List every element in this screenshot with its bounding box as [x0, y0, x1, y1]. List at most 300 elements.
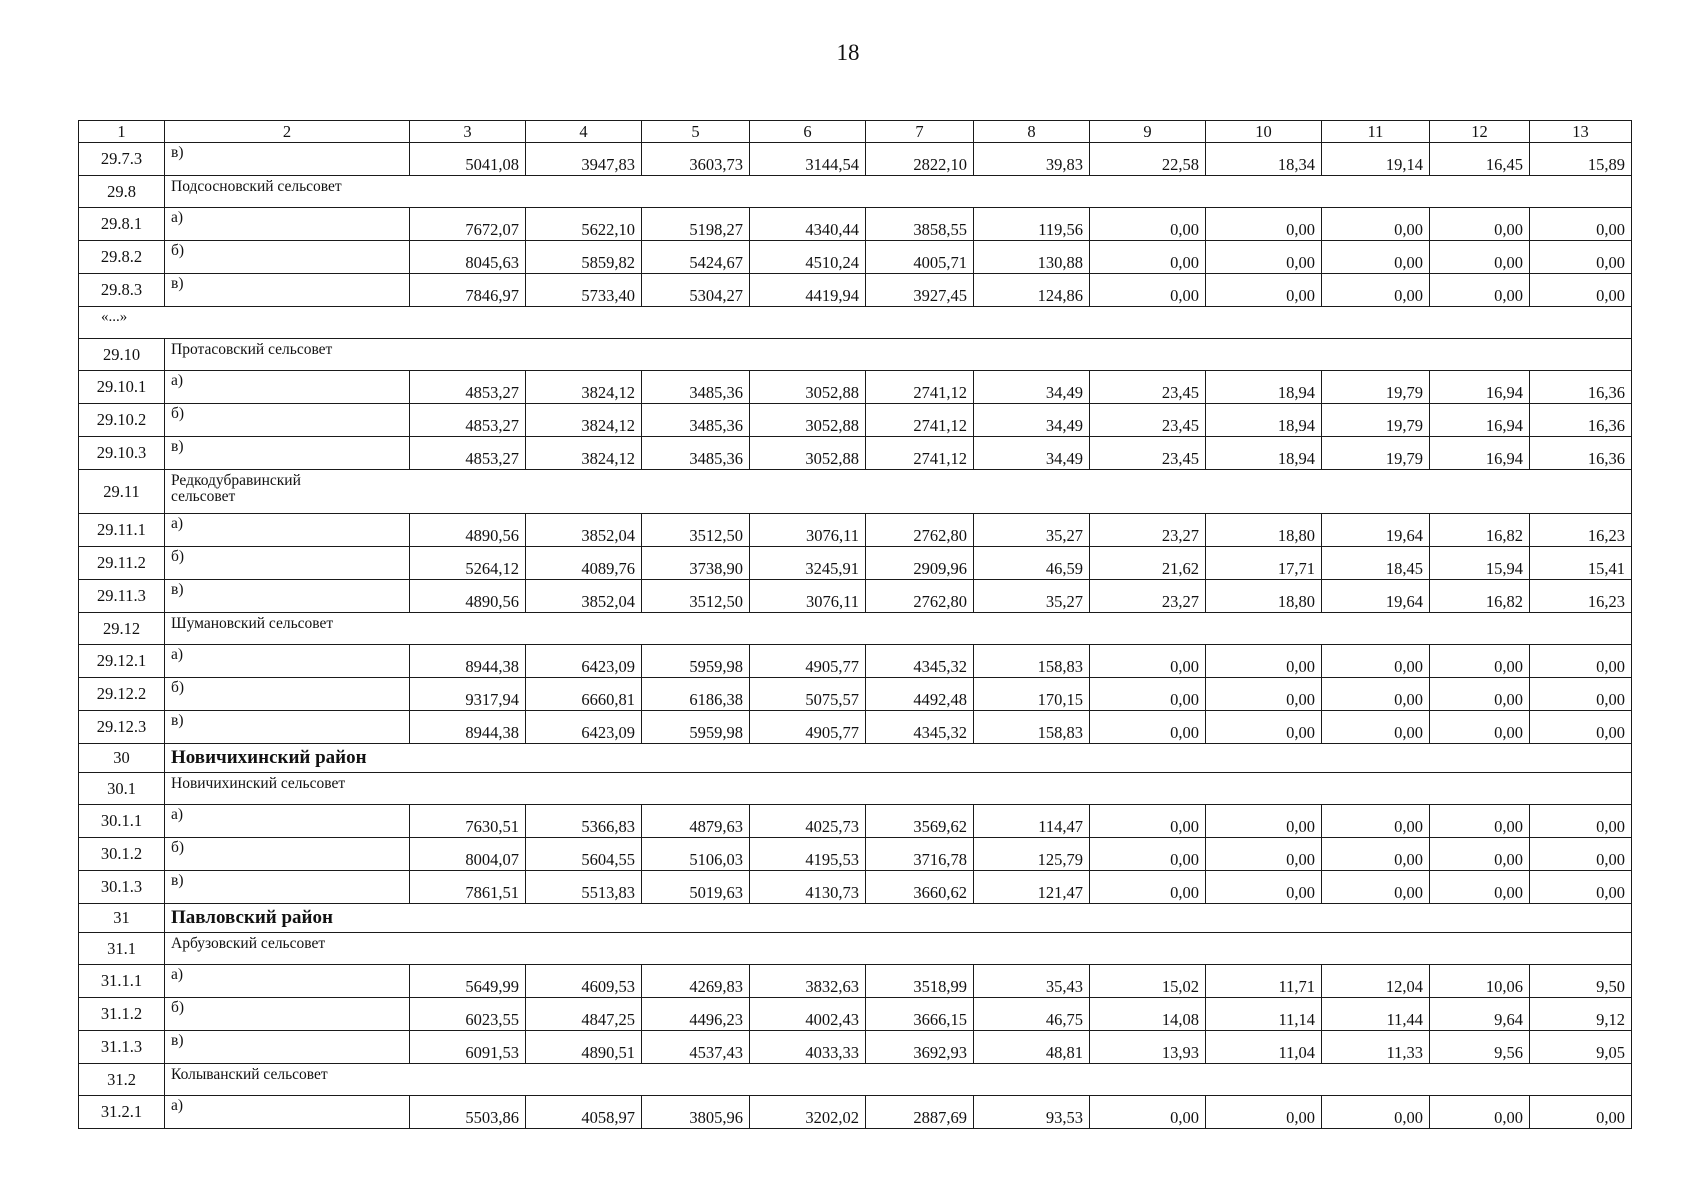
value-cell: 4879,63 — [642, 805, 750, 838]
section-title — [165, 470, 1632, 514]
table-row — [79, 871, 1632, 904]
value-cell: 0,00 — [1430, 678, 1530, 711]
value-cell: 4492,48 — [866, 678, 974, 711]
value-cell: 3052,88 — [750, 404, 866, 437]
value-cell: 3245,91 — [750, 547, 866, 580]
column-header: 5 — [642, 121, 750, 143]
row-code: 31.1.3 — [79, 1031, 165, 1064]
value-cell: 4340,44 — [750, 208, 866, 241]
row-code: 29.10.1 — [79, 371, 165, 404]
column-header: 11 — [1322, 121, 1430, 143]
section-title-line: сельсовет — [171, 488, 236, 506]
column-header: 12 — [1430, 121, 1530, 143]
value-cell: 5513,83 — [526, 871, 642, 904]
value-cell: 3518,99 — [866, 965, 974, 998]
value-cell: 0,00 — [1206, 645, 1322, 678]
table-row — [79, 838, 1632, 871]
row-label: в) — [165, 437, 410, 470]
value-cell: 0,00 — [1090, 805, 1206, 838]
value-cell: 22,58 — [1090, 143, 1206, 176]
table-row — [79, 1096, 1632, 1129]
value-cell: 0,00 — [1530, 1096, 1632, 1129]
value-cell: 0,00 — [1322, 645, 1430, 678]
value-cell: 0,00 — [1206, 838, 1322, 871]
column-header: 7 — [866, 121, 974, 143]
value-cell: 11,71 — [1206, 965, 1322, 998]
value-cell: 21,62 — [1090, 547, 1206, 580]
value-cell: 0,00 — [1206, 241, 1322, 274]
value-cell: 3052,88 — [750, 437, 866, 470]
value-cell: 0,00 — [1322, 678, 1430, 711]
value-cell: 3076,11 — [750, 580, 866, 613]
district-code: 30 — [79, 744, 165, 773]
tariff-table — [78, 120, 1632, 1129]
row-code: 29.10.2 — [79, 404, 165, 437]
value-cell: 3202,02 — [750, 1096, 866, 1129]
row-label: в) — [165, 711, 410, 744]
value-cell: 8944,38 — [410, 645, 526, 678]
value-cell: 23,27 — [1090, 514, 1206, 547]
value-cell: 3512,50 — [642, 514, 750, 547]
section-title-line: Редкодубравинский — [171, 472, 301, 489]
value-cell: 4419,94 — [750, 274, 866, 307]
table-row — [79, 965, 1632, 998]
value-cell: 15,89 — [1530, 143, 1632, 176]
value-cell: 3716,78 — [866, 838, 974, 871]
value-cell: 18,80 — [1206, 580, 1322, 613]
omission-mark: «...» — [79, 307, 1632, 339]
value-cell: 4269,83 — [642, 965, 750, 998]
table-row — [79, 580, 1632, 613]
row-code: 29.7.3 — [79, 143, 165, 176]
value-cell: 9,05 — [1530, 1031, 1632, 1064]
value-cell: 0,00 — [1206, 208, 1322, 241]
value-cell: 12,04 — [1322, 965, 1430, 998]
value-cell: 0,00 — [1430, 711, 1530, 744]
value-cell: 4002,43 — [750, 998, 866, 1031]
table-row — [79, 998, 1632, 1031]
value-cell: 35,27 — [974, 580, 1090, 613]
value-cell: 0,00 — [1530, 678, 1632, 711]
value-cell: 2741,12 — [866, 371, 974, 404]
value-cell: 3738,90 — [642, 547, 750, 580]
value-cell: 0,00 — [1430, 274, 1530, 307]
value-cell: 2822,10 — [866, 143, 974, 176]
section-row — [79, 176, 1632, 208]
value-cell: 0,00 — [1090, 711, 1206, 744]
value-cell: 125,79 — [974, 838, 1090, 871]
value-cell: 4890,56 — [410, 580, 526, 613]
value-cell: 4510,24 — [750, 241, 866, 274]
value-cell: 3660,62 — [866, 871, 974, 904]
value-cell: 16,36 — [1530, 404, 1632, 437]
value-cell: 5198,27 — [642, 208, 750, 241]
row-label: а) — [165, 514, 410, 547]
value-cell: 8045,63 — [410, 241, 526, 274]
value-cell: 11,33 — [1322, 1031, 1430, 1064]
value-cell: 16,36 — [1530, 371, 1632, 404]
value-cell: 2762,80 — [866, 514, 974, 547]
section-title: Арбузовский сельсовет — [165, 933, 1632, 965]
district-code: 31 — [79, 904, 165, 933]
value-cell: 0,00 — [1530, 241, 1632, 274]
value-cell: 18,94 — [1206, 404, 1322, 437]
value-cell: 34,49 — [974, 437, 1090, 470]
value-cell: 0,00 — [1322, 805, 1430, 838]
value-cell: 0,00 — [1430, 241, 1530, 274]
value-cell: 119,56 — [974, 208, 1090, 241]
row-code: 30.1.1 — [79, 805, 165, 838]
row-code: 29.12.2 — [79, 678, 165, 711]
value-cell: 3805,96 — [642, 1096, 750, 1129]
column-header: 6 — [750, 121, 866, 143]
header-row — [79, 121, 1632, 143]
value-cell: 3076,11 — [750, 514, 866, 547]
row-label: б) — [165, 998, 410, 1031]
section-code: 29.12 — [79, 613, 165, 645]
value-cell: 4005,71 — [866, 241, 974, 274]
table-row — [79, 1031, 1632, 1064]
value-cell: 23,45 — [1090, 437, 1206, 470]
table-body — [79, 121, 1632, 1129]
value-cell: 0,00 — [1430, 645, 1530, 678]
column-header: 8 — [974, 121, 1090, 143]
value-cell: 0,00 — [1322, 241, 1430, 274]
value-cell: 4345,32 — [866, 711, 974, 744]
value-cell: 48,81 — [974, 1031, 1090, 1064]
row-label: в) — [165, 274, 410, 307]
table-row — [79, 805, 1632, 838]
district-row — [79, 904, 1632, 933]
value-cell: 19,79 — [1322, 437, 1430, 470]
value-cell: 0,00 — [1530, 274, 1632, 307]
value-cell: 3144,54 — [750, 143, 866, 176]
value-cell: 16,23 — [1530, 580, 1632, 613]
value-cell: 0,00 — [1206, 678, 1322, 711]
value-cell: 5859,82 — [526, 241, 642, 274]
value-cell: 46,59 — [974, 547, 1090, 580]
column-header: 1 — [79, 121, 165, 143]
value-cell: 0,00 — [1090, 871, 1206, 904]
value-cell: 2741,12 — [866, 404, 974, 437]
column-header: 9 — [1090, 121, 1206, 143]
table-row — [79, 645, 1632, 678]
table-row — [79, 241, 1632, 274]
value-cell: 3485,36 — [642, 371, 750, 404]
value-cell: 4905,77 — [750, 645, 866, 678]
value-cell: 4089,76 — [526, 547, 642, 580]
value-cell: 11,14 — [1206, 998, 1322, 1031]
value-cell: 34,49 — [974, 404, 1090, 437]
value-cell: 0,00 — [1206, 871, 1322, 904]
district-title: Новичихинский район — [165, 744, 1632, 773]
value-cell: 19,64 — [1322, 580, 1430, 613]
value-cell: 6023,55 — [410, 998, 526, 1031]
section-code: 30.1 — [79, 773, 165, 805]
row-label: а) — [165, 965, 410, 998]
value-cell: 5264,12 — [410, 547, 526, 580]
value-cell: 4033,33 — [750, 1031, 866, 1064]
value-cell: 6660,81 — [526, 678, 642, 711]
value-cell: 2887,69 — [866, 1096, 974, 1129]
row-code: 29.8.1 — [79, 208, 165, 241]
table-row — [79, 274, 1632, 307]
value-cell: 10,06 — [1430, 965, 1530, 998]
value-cell: 16,82 — [1430, 580, 1530, 613]
row-code: 30.1.2 — [79, 838, 165, 871]
section-code: 29.10 — [79, 339, 165, 371]
value-cell: 4853,27 — [410, 371, 526, 404]
row-label: в) — [165, 143, 410, 176]
value-cell: 18,80 — [1206, 514, 1322, 547]
value-cell: 16,94 — [1430, 371, 1530, 404]
value-cell: 3852,04 — [526, 580, 642, 613]
value-cell: 18,34 — [1206, 143, 1322, 176]
value-cell: 11,04 — [1206, 1031, 1322, 1064]
section-row — [79, 773, 1632, 805]
value-cell: 0,00 — [1322, 871, 1430, 904]
value-cell: 16,94 — [1430, 437, 1530, 470]
value-cell: 2909,96 — [866, 547, 974, 580]
value-cell: 5649,99 — [410, 965, 526, 998]
value-cell: 13,93 — [1090, 1031, 1206, 1064]
row-code: 30.1.3 — [79, 871, 165, 904]
value-cell: 0,00 — [1530, 208, 1632, 241]
value-cell: 18,94 — [1206, 371, 1322, 404]
column-header: 4 — [526, 121, 642, 143]
value-cell: 0,00 — [1206, 274, 1322, 307]
value-cell: 5075,57 — [750, 678, 866, 711]
value-cell: 2741,12 — [866, 437, 974, 470]
value-cell: 23,45 — [1090, 371, 1206, 404]
row-code: 31.2.1 — [79, 1096, 165, 1129]
value-cell: 9,64 — [1430, 998, 1530, 1031]
row-label: в) — [165, 1031, 410, 1064]
row-label: в) — [165, 871, 410, 904]
page-number: 18 — [836, 40, 860, 65]
value-cell: 19,79 — [1322, 404, 1430, 437]
table-row — [79, 437, 1632, 470]
section-row — [79, 470, 1632, 514]
section-row — [79, 933, 1632, 965]
value-cell: 0,00 — [1322, 711, 1430, 744]
section-code: 29.11 — [79, 470, 165, 514]
table-row — [79, 371, 1632, 404]
value-cell: 4058,97 — [526, 1096, 642, 1129]
value-cell: 5604,55 — [526, 838, 642, 871]
value-cell: 6186,38 — [642, 678, 750, 711]
value-cell: 16,94 — [1430, 404, 1530, 437]
section-row — [79, 1064, 1632, 1096]
row-code: 29.11.2 — [79, 547, 165, 580]
section-title: Колыванский сельсовет — [165, 1064, 1632, 1096]
value-cell: 3852,04 — [526, 514, 642, 547]
value-cell: 158,83 — [974, 711, 1090, 744]
value-cell: 0,00 — [1430, 208, 1530, 241]
value-cell: 114,47 — [974, 805, 1090, 838]
row-label: б) — [165, 547, 410, 580]
value-cell: 16,36 — [1530, 437, 1632, 470]
value-cell: 16,23 — [1530, 514, 1632, 547]
value-cell: 4537,43 — [642, 1031, 750, 1064]
value-cell: 121,47 — [974, 871, 1090, 904]
row-code: 29.11.1 — [79, 514, 165, 547]
value-cell: 7672,07 — [410, 208, 526, 241]
value-cell: 0,00 — [1090, 838, 1206, 871]
value-cell: 158,83 — [974, 645, 1090, 678]
value-cell: 2762,80 — [866, 580, 974, 613]
table-row — [79, 143, 1632, 176]
value-cell: 16,82 — [1430, 514, 1530, 547]
value-cell: 5733,40 — [526, 274, 642, 307]
value-cell: 6423,09 — [526, 645, 642, 678]
value-cell: 15,94 — [1430, 547, 1530, 580]
value-cell: 4853,27 — [410, 437, 526, 470]
section-code: 31.1 — [79, 933, 165, 965]
value-cell: 0,00 — [1530, 805, 1632, 838]
value-cell: 7846,97 — [410, 274, 526, 307]
row-code: 31.1.1 — [79, 965, 165, 998]
value-cell: 0,00 — [1090, 1096, 1206, 1129]
row-label: а) — [165, 645, 410, 678]
value-cell: 3858,55 — [866, 208, 974, 241]
value-cell: 6423,09 — [526, 711, 642, 744]
value-cell: 3485,36 — [642, 404, 750, 437]
value-cell: 5304,27 — [642, 274, 750, 307]
table-row — [79, 678, 1632, 711]
omission-row — [79, 307, 1632, 339]
column-header: 3 — [410, 121, 526, 143]
value-cell: 4890,56 — [410, 514, 526, 547]
row-label: а) — [165, 805, 410, 838]
value-cell: 0,00 — [1322, 208, 1430, 241]
value-cell: 5041,08 — [410, 143, 526, 176]
value-cell: 0,00 — [1430, 838, 1530, 871]
section-title: Новичихинский сельсовет — [165, 773, 1632, 805]
value-cell: 15,02 — [1090, 965, 1206, 998]
table-row — [79, 514, 1632, 547]
row-label: б) — [165, 241, 410, 274]
value-cell: 93,53 — [974, 1096, 1090, 1129]
column-header: 2 — [165, 121, 410, 143]
value-cell: 3569,62 — [866, 805, 974, 838]
value-cell: 9,12 — [1530, 998, 1632, 1031]
table-row — [79, 208, 1632, 241]
value-cell: 35,43 — [974, 965, 1090, 998]
value-cell: 3824,12 — [526, 404, 642, 437]
value-cell: 5019,63 — [642, 871, 750, 904]
value-cell: 17,71 — [1206, 547, 1322, 580]
value-cell: 4609,53 — [526, 965, 642, 998]
value-cell: 19,14 — [1322, 143, 1430, 176]
value-cell: 23,27 — [1090, 580, 1206, 613]
value-cell: 4025,73 — [750, 805, 866, 838]
value-cell: 4130,73 — [750, 871, 866, 904]
value-cell: 0,00 — [1206, 711, 1322, 744]
value-cell: 5959,98 — [642, 711, 750, 744]
value-cell: 5366,83 — [526, 805, 642, 838]
value-cell: 3927,45 — [866, 274, 974, 307]
row-code: 29.11.3 — [79, 580, 165, 613]
value-cell: 5622,10 — [526, 208, 642, 241]
section-code: 31.2 — [79, 1064, 165, 1096]
section-code: 29.8 — [79, 176, 165, 208]
row-label: в) — [165, 580, 410, 613]
value-cell: 14,08 — [1090, 998, 1206, 1031]
value-cell: 7630,51 — [410, 805, 526, 838]
row-label: а) — [165, 1096, 410, 1129]
value-cell: 19,64 — [1322, 514, 1430, 547]
value-cell: 18,45 — [1322, 547, 1430, 580]
value-cell: 3603,73 — [642, 143, 750, 176]
value-cell: 7861,51 — [410, 871, 526, 904]
section-title: Шумановский сельсовет — [165, 613, 1632, 645]
row-code: 29.8.2 — [79, 241, 165, 274]
value-cell: 4853,27 — [410, 404, 526, 437]
row-code: 29.8.3 — [79, 274, 165, 307]
value-cell: 0,00 — [1430, 871, 1530, 904]
value-cell: 4890,51 — [526, 1031, 642, 1064]
value-cell: 0,00 — [1530, 838, 1632, 871]
row-code: 31.1.2 — [79, 998, 165, 1031]
value-cell: 0,00 — [1090, 274, 1206, 307]
value-cell: 34,49 — [974, 371, 1090, 404]
value-cell: 0,00 — [1206, 805, 1322, 838]
value-cell: 3947,83 — [526, 143, 642, 176]
value-cell: 5106,03 — [642, 838, 750, 871]
section-title: Подсосновский сельсовет — [165, 176, 1632, 208]
value-cell: 0,00 — [1206, 1096, 1322, 1129]
column-header: 13 — [1530, 121, 1632, 143]
table-row — [79, 404, 1632, 437]
value-cell: 4195,53 — [750, 838, 866, 871]
value-cell: 18,94 — [1206, 437, 1322, 470]
value-cell: 3824,12 — [526, 371, 642, 404]
value-cell: 19,79 — [1322, 371, 1430, 404]
value-cell: 0,00 — [1090, 208, 1206, 241]
value-cell: 0,00 — [1322, 1096, 1430, 1129]
value-cell: 6091,53 — [410, 1031, 526, 1064]
value-cell: 23,45 — [1090, 404, 1206, 437]
value-cell: 3692,93 — [866, 1031, 974, 1064]
district-row — [79, 744, 1632, 773]
value-cell: 9317,94 — [410, 678, 526, 711]
value-cell: 0,00 — [1322, 838, 1430, 871]
column-header: 10 — [1206, 121, 1322, 143]
value-cell: 3512,50 — [642, 580, 750, 613]
value-cell: 0,00 — [1530, 645, 1632, 678]
value-cell: 8004,07 — [410, 838, 526, 871]
value-cell: 11,44 — [1322, 998, 1430, 1031]
value-cell: 0,00 — [1090, 645, 1206, 678]
section-row — [79, 339, 1632, 371]
value-cell: 4345,32 — [866, 645, 974, 678]
section-row — [79, 613, 1632, 645]
value-cell: 15,41 — [1530, 547, 1632, 580]
value-cell: 3485,36 — [642, 437, 750, 470]
value-cell: 3824,12 — [526, 437, 642, 470]
row-label: б) — [165, 404, 410, 437]
row-label: а) — [165, 371, 410, 404]
row-code: 29.12.3 — [79, 711, 165, 744]
row-code: 29.12.1 — [79, 645, 165, 678]
table-row — [79, 711, 1632, 744]
value-cell: 3832,63 — [750, 965, 866, 998]
value-cell: 124,86 — [974, 274, 1090, 307]
value-cell: 4496,23 — [642, 998, 750, 1031]
row-label: б) — [165, 678, 410, 711]
value-cell: 46,75 — [974, 998, 1090, 1031]
